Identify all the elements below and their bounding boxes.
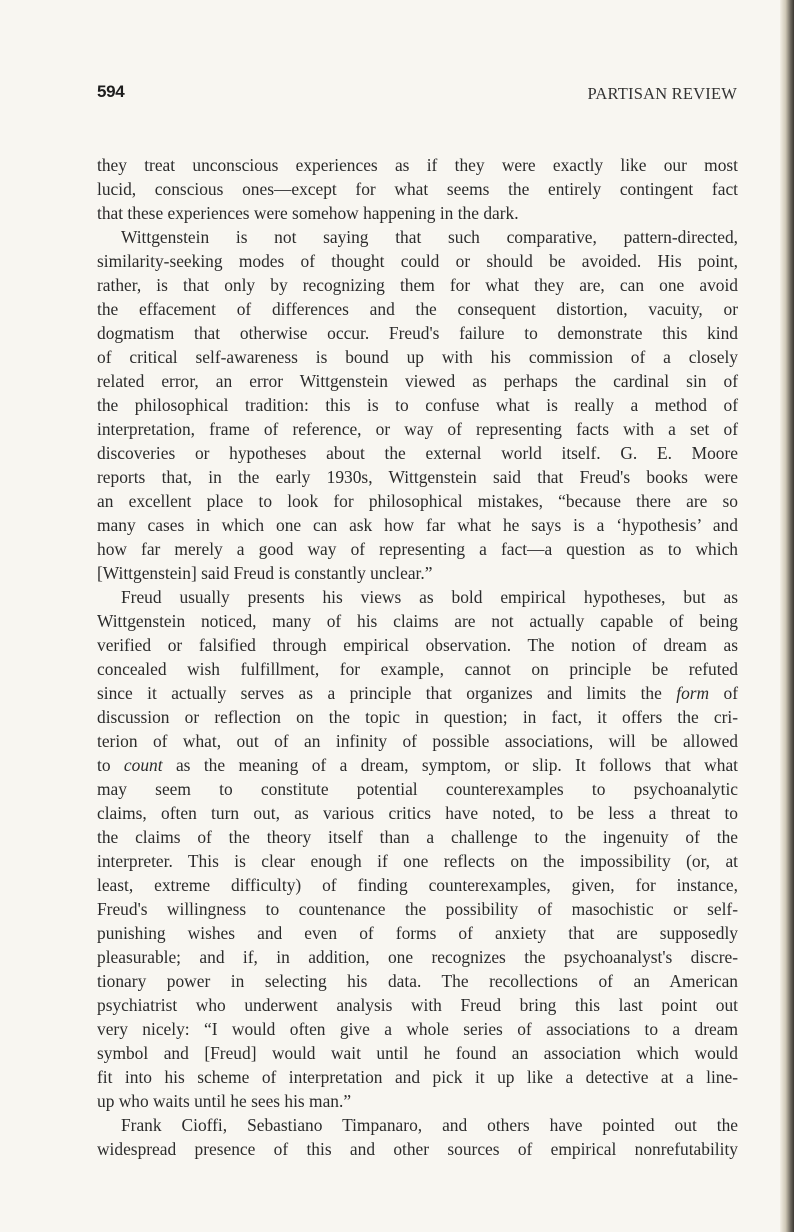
text-segment: an excellent place to look for philosophical mistakes, “because there are so	[97, 491, 738, 511]
text-line	[97, 993, 738, 1017]
text-line	[97, 297, 738, 321]
running-head: PARTISAN REVIEW	[587, 84, 737, 103]
text-segment: of	[709, 683, 738, 703]
text-segment: up who waits until he sees his man.”	[97, 1091, 352, 1111]
text-segment: [Wittgenstein] said Freud is constantly unclear.”	[97, 563, 433, 583]
text-line	[97, 1089, 738, 1113]
text-line	[97, 825, 738, 849]
text-segment: symbol and [Freud] would wait until he found an association which would	[97, 1043, 738, 1063]
text-line	[97, 345, 738, 369]
text-segment: discoveries or hypotheses about the external world itself. G. E. Moore	[97, 443, 738, 463]
italic-emphasis: count	[123, 755, 163, 775]
text-line	[97, 273, 738, 297]
text-line	[97, 945, 738, 969]
text-segment: interpreter. This is clear enough if one reflects on the impossibility (or, at	[97, 851, 738, 871]
text-segment: rather, is that only by recognizing them for what they are, can one avoid	[97, 275, 738, 295]
text-line	[97, 1137, 738, 1161]
text-line	[97, 1065, 738, 1089]
text-segment: least, extreme difficulty) of finding counterexamples, given, for instance,	[97, 875, 738, 895]
text-segment: Frank Cioffi, Sebastiano Timpanaro, and others have pointed out the	[121, 1115, 738, 1135]
page-number: 594	[97, 82, 125, 101]
text-line	[97, 1113, 738, 1137]
text-segment: they treat unconscious experiences as if they were exactly like our most	[97, 155, 738, 175]
text-line	[97, 681, 738, 705]
text-line	[97, 201, 738, 225]
text-segment: Freud usually presents his views as bold empirical hypotheses, but as	[121, 587, 738, 607]
text-line	[97, 249, 738, 273]
text-line	[97, 777, 738, 801]
text-line	[97, 657, 738, 681]
text-line	[97, 897, 738, 921]
text-segment: how far merely a good way of representing a fact—a question as to which	[97, 539, 738, 559]
text-segment: the effacement of differences and the consequent distortion, vacuity, or	[97, 299, 738, 319]
text-line	[97, 225, 738, 249]
text-segment: many cases in which one can ask how far what he says is a ‘hypothesis’ and	[97, 515, 738, 535]
text-segment: tionary power in selecting his data. The recollections of an American	[97, 971, 738, 991]
text-segment: Wittgenstein is not saying that such comparative, pattern-directed,	[121, 227, 738, 247]
text-segment: punishing wishes and even of forms of anxiety that are supposedly	[97, 923, 738, 943]
text-line	[97, 393, 738, 417]
text-line	[97, 489, 738, 513]
italic-emphasis: form	[676, 683, 710, 703]
text-line	[97, 705, 738, 729]
text-segment: that these experiences were somehow happening in the dark.	[97, 203, 519, 223]
text-line	[97, 1041, 738, 1065]
text-segment: Wittgenstein noticed, many of his claims are not actually capable of being	[97, 611, 738, 631]
text-line	[97, 465, 738, 489]
text-line	[97, 849, 738, 873]
text-line	[97, 801, 738, 825]
text-segment: psychiatrist who underwent analysis with Freud bring this last point out	[97, 995, 738, 1015]
text-segment: may seem to constitute potential counterexamples to psychoanalytic	[97, 779, 738, 799]
text-line	[97, 417, 738, 441]
text-line	[97, 177, 738, 201]
text-line	[97, 441, 738, 465]
text-line	[97, 873, 738, 897]
text-segment: verified or falsified through empirical observation. The notion of dream as	[97, 635, 738, 655]
text-segment: widespread presence of this and other sources of empirical nonrefutability	[97, 1139, 738, 1159]
text-segment: fit into his scheme of interpretation and pick it up like a detective at a line-	[97, 1067, 738, 1087]
text-segment: the philosophical tradition: this is to confuse what is really a method of	[97, 395, 738, 415]
text-segment: reports that, in the early 1930s, Wittgenstein said that Freud's books were	[97, 467, 738, 487]
body-text	[97, 153, 738, 1161]
text-segment: the claims of the theory itself than a challenge to the ingenuity of the	[97, 827, 738, 847]
text-line	[97, 321, 738, 345]
text-line	[97, 153, 738, 177]
text-segment: to	[97, 755, 124, 775]
text-segment: as the meaning of a dream, symptom, or slip. It follows that what	[162, 755, 738, 775]
text-segment: pleasurable; and if, in addition, one recognizes the psychoanalyst's discre-	[97, 947, 738, 967]
text-segment: since it actually serves as a principle that organizes and limits the	[97, 683, 677, 703]
text-segment: claims, often turn out, as various critics have noted, to be less a threat to	[97, 803, 738, 823]
text-line	[97, 561, 738, 585]
text-line	[97, 1017, 738, 1041]
text-segment: interpretation, frame of reference, or way of representing facts with a set of	[97, 419, 738, 439]
book-spine-shadow	[780, 0, 794, 1232]
text-line	[97, 609, 738, 633]
text-line	[97, 585, 738, 609]
text-segment: dogmatism that otherwise occur. Freud's failure to demonstrate this kind	[97, 323, 738, 343]
text-segment: lucid, conscious ones—except for what seems the entirely contingent fact	[97, 179, 738, 199]
text-segment: concealed wish fulfillment, for example, cannot on principle be refuted	[97, 659, 738, 679]
text-line	[97, 921, 738, 945]
text-line	[97, 969, 738, 993]
text-line	[97, 729, 738, 753]
text-line	[97, 369, 738, 393]
text-segment: very nicely: “I would often give a whole series of associations to a dream	[97, 1019, 738, 1039]
text-segment: of critical self-awareness is bound up with his commission of a closely	[97, 347, 738, 367]
text-segment: similarity-seeking modes of thought could or should be avoided. His point,	[97, 251, 738, 271]
text-line	[97, 753, 738, 777]
text-line	[97, 633, 738, 657]
text-segment: related error, an error Wittgenstein viewed as perhaps the cardinal sin of	[97, 371, 738, 391]
text-segment: terion of what, out of an infinity of possible associations, will be allowed	[97, 731, 738, 751]
text-line	[97, 513, 738, 537]
text-segment: Freud's willingness to countenance the possibility of masochistic or self-	[97, 899, 738, 919]
text-segment: discussion or reflection on the topic in question; in fact, it offers the cri-	[97, 707, 738, 727]
text-line	[97, 537, 738, 561]
